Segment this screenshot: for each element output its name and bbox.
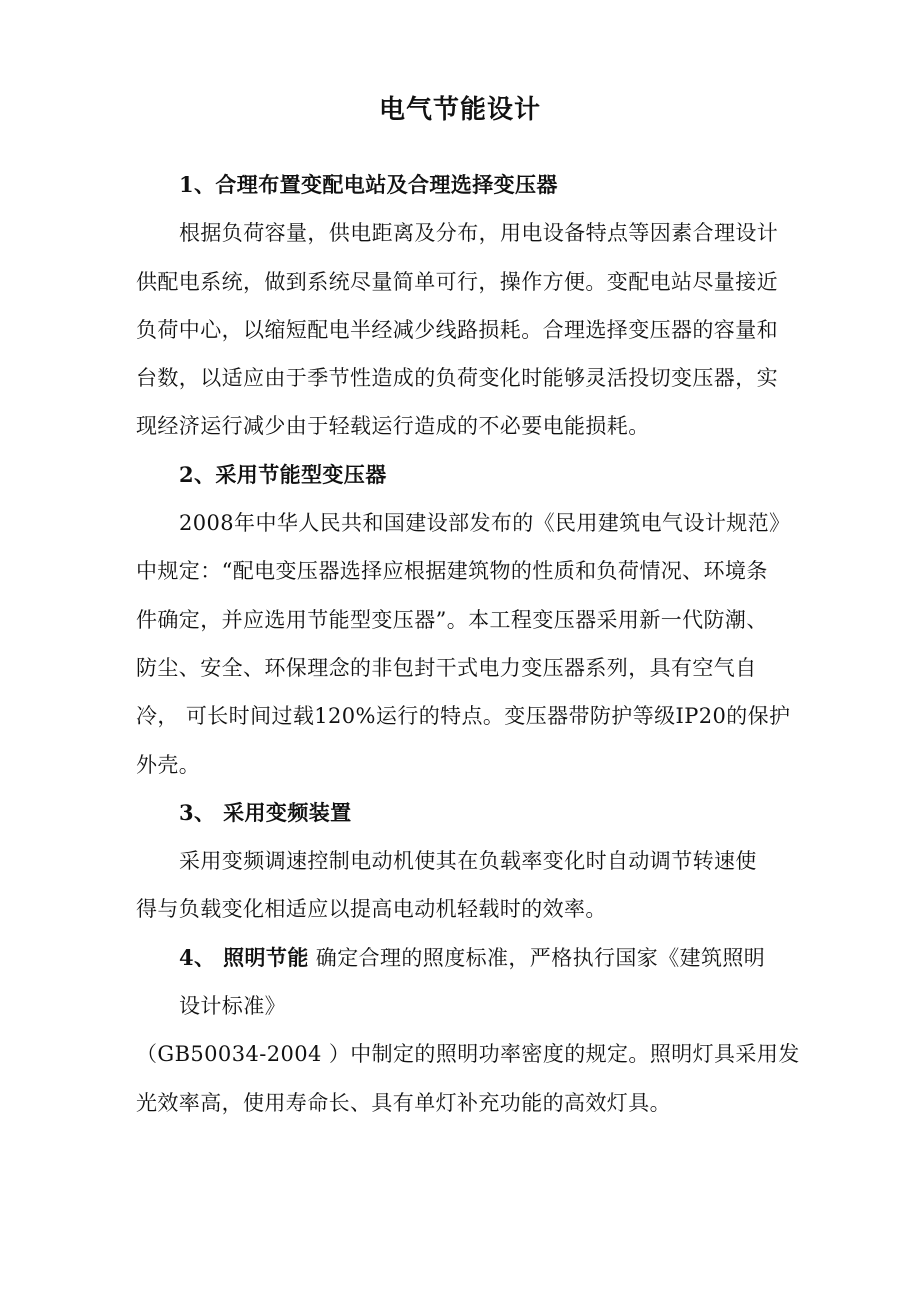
section-1-heading: 1、合理布置变配电站及合理选择变压器 [179, 172, 558, 197]
paragraph-line: 根据负荷容量，供电距离及分布，用电设备特点等因素合理设计 [179, 221, 779, 246]
paragraph-line: 台数，以适应由于季节性造成的负荷变化时能够灵活投切变压器，实 [136, 366, 778, 391]
section-4-heading: 4、 照明节能 [179, 944, 309, 970]
paragraph-line: 防尘、安全、环保理念的非包封干式电力变压器系列，具有空气自 [136, 655, 757, 680]
section-4-heading-line [136, 934, 796, 982]
paragraph-line: 采用变频调速控制电动机使其在负载率变化时自动调节转速使 [179, 849, 757, 874]
paragraph-line: 供配电系统，做到系统尽量简单可行，操作方便。变配电站尽量接近 [136, 269, 778, 294]
paragraph-line: （GB50034-2004 ）中制定的照明功率密度的规定。照明灯具采用发 [136, 1042, 800, 1067]
section-2-heading: 2、采用节能型变压器 [179, 461, 387, 487]
paragraph-line: 件确定，并应选用节能型变压器”。本工程变压器采用新一代防潮、 [136, 607, 768, 632]
paragraph-line: 设计标准》 [179, 994, 286, 1019]
document-title: 电气节能设计 [378, 95, 541, 125]
paragraph-line: 外壳。 [136, 752, 201, 777]
paragraph-line: 负荷中心，以缩短配电半经减少线路损耗。合理选择变压器的容量和 [136, 317, 778, 342]
paragraph-line: 冷， 可长时间过载120%运行的特点。变压器带防护等级IP20的保护 [136, 704, 791, 729]
paragraph-line: 光效率高，使用寿命长、具有单灯补充功能的高效灯具。 [136, 1090, 671, 1115]
paragraph-line: 2008年中华人民共和国建设部发布的《民用建筑电气设计规范》 [179, 511, 791, 536]
section-3-heading: 3、 采用变频装置 [179, 799, 352, 825]
paragraph-line: 得与负载变化相适应以提高电动机轻载时的效率。 [136, 897, 607, 922]
paragraph-line: 中规定：“配电变压器选择应根据建筑物的性质和负荷情况、环境条 [136, 559, 768, 584]
paragraph-line: 现经济运行减少由于轻载运行造成的不必要电能损耗。 [136, 414, 650, 439]
document-body [136, 161, 800, 1127]
section-4-heading-tail: 确定合理的照度标准，严格执行国家《建筑照明 [308, 945, 766, 970]
